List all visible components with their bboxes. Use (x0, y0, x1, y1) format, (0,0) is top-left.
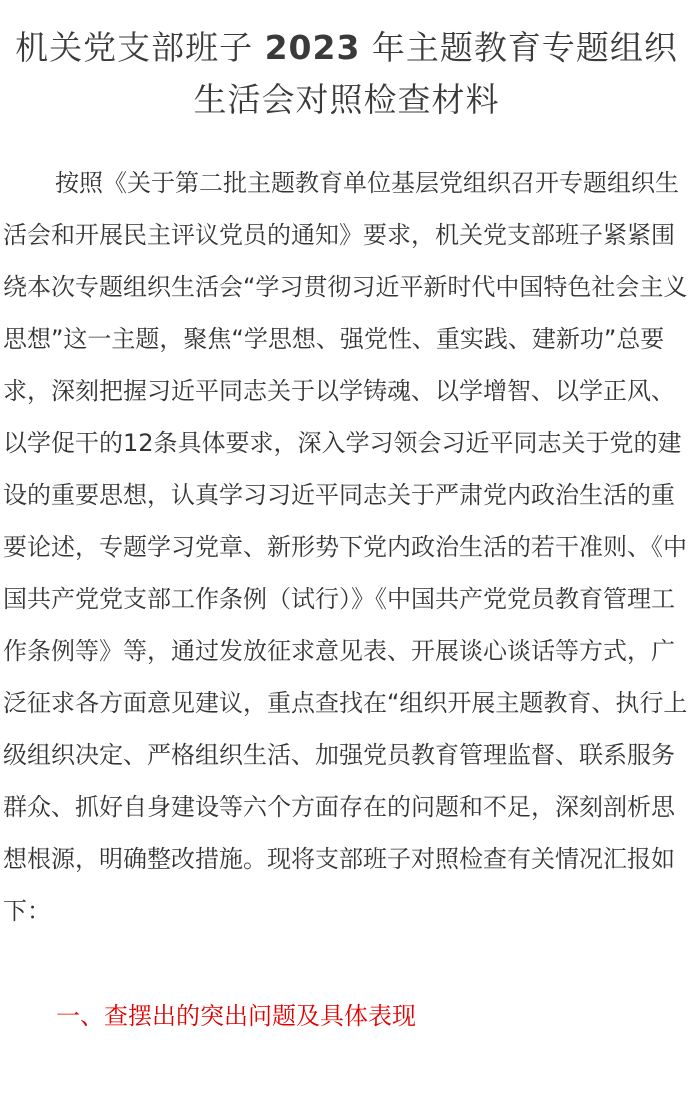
title-part-2: 年主题教育专题组织生活会对照检查材料 (193, 28, 678, 119)
title-year: 2023 (264, 28, 361, 67)
section-heading: 一、查摆出的突出问题及具体表现 (56, 1002, 416, 1030)
title-part-1: 机关党支部班子 (15, 28, 254, 67)
document-title (0, 22, 693, 126)
body-paragraph: 按照《关于第二批主题教育单位基层党组织召开专题组织生活会和开展民主评议党员的通知》要求，机关党支部班子紧紧围绕本次专题组织生活会“学习贯彻习近平新时代中国特色社会主义思想”这一主题，聚焦“学思想、强党性、重实践、建新功”总要求，深刻把握习近平同志关于以学铸魂、以学增智、以学正风、以学促干的12条具体要求，深入学习领会习近平同志关于党的建设的重要思想，认真学习习近平同志关于严肃党内政治生活的重要论述，专题学习党章、新形势下党内政治生活的若干准则、《中国共产党党支部工作条例（试行）》《中国共产党党员教育管理工作条例等》等，通过发放征求意见表、开展谈心谈话等方式，广泛征求各方面意见建议，重点查找在“组织开展主题教育、执行上级组织决定、严格组织生活、加强党员教育管理监督、联系服务群众、抓好自身建设等六个方面存在的问题和不足，深刻剖析思想根源，明确整改措施。现将支部班子对照检查有关情况汇报如下： (3, 169, 688, 925)
